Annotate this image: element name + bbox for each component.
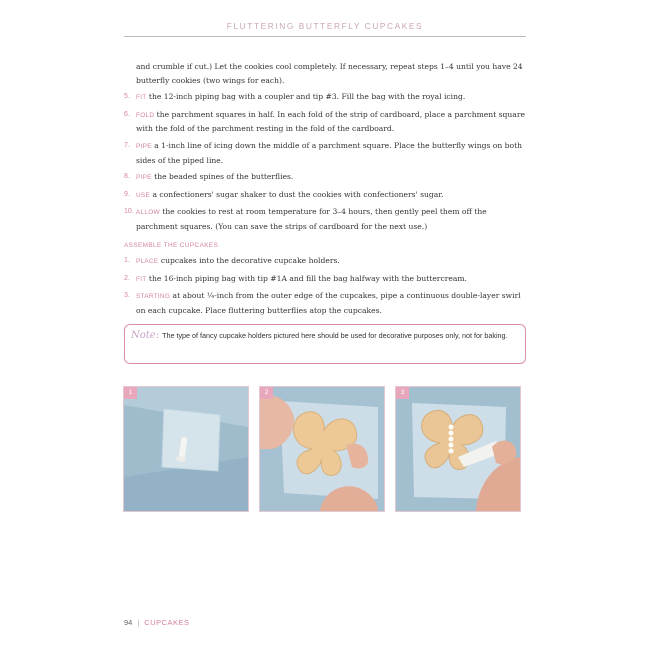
photo-1-illustration [124, 387, 248, 511]
step-text: the 12-inch piping bag with a coupler and tip #3. Fill the bag with the royal icing. [146, 92, 466, 102]
step-number: 9. [124, 190, 130, 198]
step-keyword: USE [136, 191, 151, 199]
step-number: 1. [124, 257, 130, 265]
step-number: 7. [124, 141, 130, 149]
note-label: Note: [131, 330, 160, 341]
step-number: 8. [124, 173, 130, 181]
assemble-step-item [124, 254, 528, 269]
step-number: 5. [124, 93, 130, 101]
photo-3-illustration [396, 387, 520, 511]
step-item [124, 205, 528, 233]
step-item [124, 170, 528, 185]
step-text: the parchment squares in half. In each fold of the strip of cardboard, place a parchment square with the fold of the parchment resting in the fold of the cardboard. [136, 109, 525, 134]
photo-2-illustration [260, 387, 384, 511]
footer-separator: | [137, 618, 140, 627]
step-keyword: ALLOW [136, 209, 160, 217]
running-head: FLUTTERING BUTTERFLY CUPCAKES [226, 21, 424, 31]
step-text: the 16-inch piping bag with tip #1A and fill the bag halfway with the buttercream. [146, 273, 467, 283]
step-item [124, 139, 528, 167]
step-keyword: PIPE [136, 142, 152, 150]
step-text: a 1-inch line of icing down the middle of a parchment square. Place the butterfly wings on both sides of the piped line. [136, 140, 523, 165]
step-text: cupcakes into the decorative cupcake holders. [158, 256, 340, 266]
step-keyword: PLACE [136, 258, 159, 266]
step-text: a confectioners' sugar shaker to dust the cookies with confectioners' sugar. [150, 189, 444, 199]
page-footer [124, 618, 190, 627]
steps-list [124, 90, 528, 233]
step-item [124, 108, 528, 136]
step-text: at about ¼-inch from the outer edge of the cupcakes, pipe a continuous double-layer swirl on each cupcake. Place fluttering butterflies atop the cupcakes. [136, 291, 521, 315]
step-number: 10. [124, 208, 134, 216]
step-photo-3 [396, 387, 520, 511]
step-number: 2. [124, 274, 130, 282]
instructions-body [124, 60, 528, 321]
photo-badge: 2 [260, 387, 273, 399]
step-text: the beaded spines of the butterflies. [151, 172, 294, 182]
photo-badge: 3 [396, 387, 409, 399]
step-number: 3. [124, 292, 130, 300]
assemble-step-item [124, 272, 528, 287]
page-number: 94 [124, 618, 133, 627]
note-text: The type of fancy cupcake holders pictured here should be used for decorative purposes only, not for baking. [162, 331, 508, 340]
step-text: the cookies to rest at room temperature for 3–4 hours, then gently peel them off the parchment squares. (You can save the strips of cardboard for the next use.) [136, 207, 487, 231]
photo-badge: 1 [124, 387, 137, 399]
step-keyword: FIT [136, 275, 147, 283]
step-photo-2 [260, 387, 384, 511]
step-photo-1 [124, 387, 248, 511]
step-item [124, 90, 528, 105]
step-item [124, 188, 528, 203]
note-box [124, 324, 526, 364]
assemble-steps-list [124, 254, 528, 317]
continued-step-text: and crumble if cut.) Let the cookies cool completely. If necessary, repeat steps 1–4 until you have 24 butterfly cookies (two wings for each). [136, 62, 523, 85]
step-number: 6. [124, 110, 130, 118]
header-rule [124, 36, 526, 37]
step-keyword: STARTING [136, 293, 171, 301]
step-keyword: FIT [136, 94, 147, 102]
assemble-step-item [124, 289, 528, 317]
assemble-heading: ASSEMBLE THE CUPCAKES [124, 241, 219, 249]
step-keyword: PIPE [136, 174, 152, 182]
step-keyword: FOLD [136, 111, 155, 119]
footer-section: CUPCAKES [144, 618, 190, 627]
